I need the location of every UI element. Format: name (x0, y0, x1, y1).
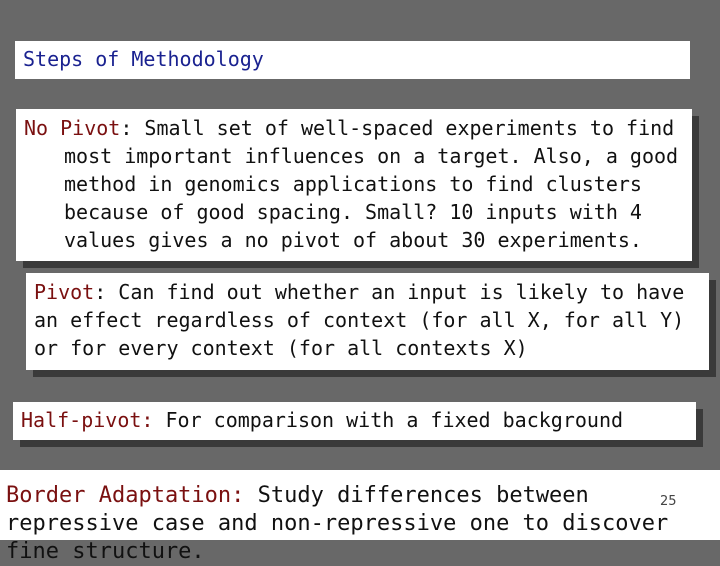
half-pivot-term: Half-pivot: (21, 408, 154, 432)
page-number: 25 (660, 494, 677, 509)
border-adaptation-term: Border Adaptation: (6, 483, 245, 508)
slide-title: Steps of Methodology (23, 47, 264, 71)
no-pivot-box (16, 109, 692, 261)
no-pivot-term: No Pivot (24, 116, 121, 140)
pivot-term: Pivot (34, 280, 95, 304)
pivot-box (26, 273, 709, 370)
no-pivot-paragraph (24, 114, 714, 254)
half-pivot-box (13, 402, 696, 440)
half-pivot-text: For comparison with a fixed background (153, 408, 624, 432)
no-pivot-text: : Small set of well-spaced experiments to find most important influences on a target. Also, a good method in genomics applications to find clusters because of good spacing. Small? 10 inputs with 4 values gives a no pivot of about 30 experiments. (64, 116, 679, 252)
border-adaptation-text: Study differences between repressive case and non-repressive one to discover fine structure. (6, 483, 669, 564)
slide-title-box (15, 41, 690, 79)
pivot-paragraph (34, 278, 703, 362)
pivot-text: : Can find out whether an input is likely to have an effect regardless of context (for all X, for all Y) or for every context (for all contexts X) (34, 280, 685, 360)
border-adaptation-box (0, 470, 720, 564)
